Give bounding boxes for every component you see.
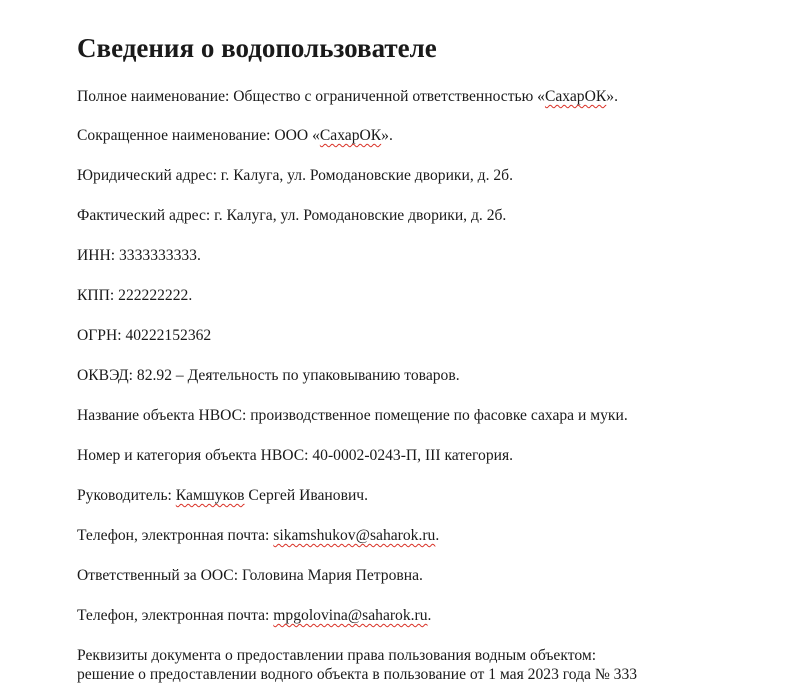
director-line	[77, 486, 368, 506]
legal-address-line: Юридический адрес: г. Калуга, ул. Ромодановские дворики, д. 2б.	[77, 167, 514, 184]
full-name-brand: СахарОК	[544, 88, 607, 105]
page-title: Сведения о водопользователе	[77, 33, 437, 63]
director-contact-suffix: .	[435, 527, 440, 544]
full-name-prefix: Полное наименование: Общество с ограниченной ответственностью «	[77, 88, 545, 105]
inn-line: ИНН: 3333333333.	[77, 247, 201, 264]
eco-contact-suffix: .	[427, 607, 432, 624]
ogrn-line: ОГРН: 40222152362	[77, 327, 212, 344]
eco-responsible-line: Ответственный за ООС: Головина Мария Петровна.	[77, 567, 423, 584]
full-name-line	[77, 87, 618, 107]
director-surname: Камшуков	[175, 487, 245, 504]
director-contact-label: Телефон, электронная почта:	[77, 527, 274, 544]
full-name-suffix: ».	[606, 88, 618, 105]
okved-line: ОКВЭД: 82.92 – Деятельность по упаковыванию товаров.	[77, 367, 460, 384]
eco-email: mpgolovina@saharok.ru	[273, 607, 428, 624]
kpp-line: КПП: 222222222.	[77, 287, 193, 304]
nvos-object-name-line: Название объекта НВОС: производственное помещение по фасовке сахара и муки.	[77, 407, 628, 424]
eco-contact-label: Телефон, электронная почта:	[77, 607, 274, 624]
director-rest: Сергей Иванович.	[244, 487, 369, 504]
short-name-suffix: ».	[381, 127, 393, 144]
director-email: sikamshukov@saharok.ru	[273, 527, 436, 544]
director-label: Руководитель:	[77, 487, 176, 504]
short-name-line	[77, 126, 393, 146]
water-rights-line-2: решение о предоставлении водного объекта в пользование от 1 мая 2023 года № 333	[77, 666, 638, 683]
nvos-object-number-line: Номер и категория объекта НВОС: 40-0002-0243-П, III категория.	[77, 447, 514, 464]
short-name-prefix: Сокращенное наименование: ООО «	[77, 127, 320, 144]
director-contact-line	[77, 526, 439, 546]
water-rights-line-1: Реквизиты документа о предоставлении права пользования водным объектом:	[77, 647, 597, 664]
eco-contact-line	[77, 606, 431, 626]
short-name-brand: СахарОК	[319, 127, 382, 144]
actual-address-line: Фактический адрес: г. Калуга, ул. Ромодановские дворики, д. 2б.	[77, 207, 507, 224]
